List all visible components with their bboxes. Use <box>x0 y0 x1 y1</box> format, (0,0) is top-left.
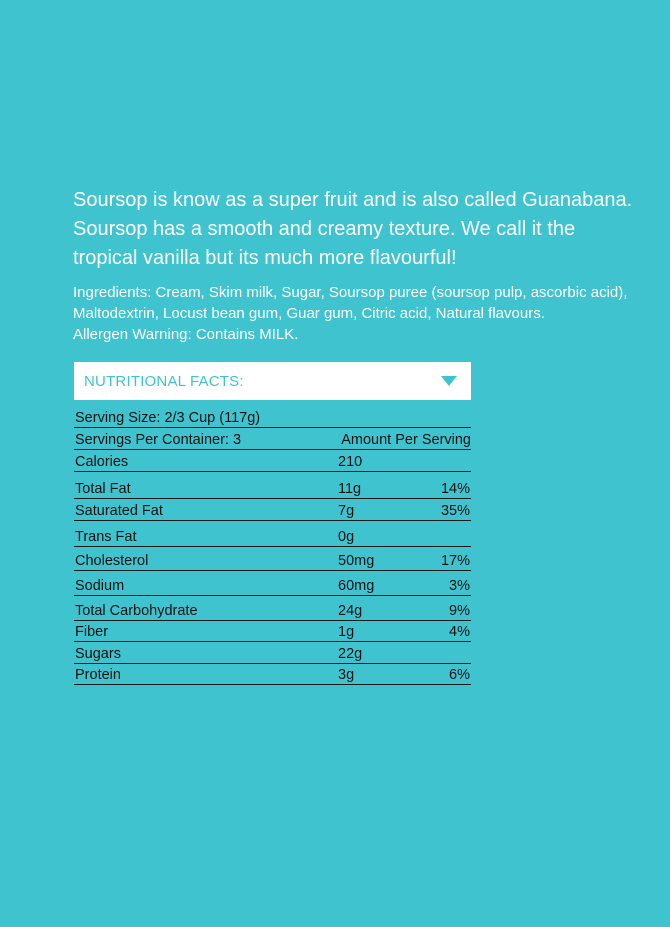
table-row <box>74 571 471 596</box>
nutrient-amount: 7g <box>338 503 355 519</box>
nutrient-percent: 17% <box>440 553 470 569</box>
table-row <box>74 450 471 472</box>
triangle-down-icon[interactable] <box>441 376 457 386</box>
nutrient-percent: 35% <box>440 503 470 519</box>
product-description: Soursop is know as a super fruit and is also called Guanabana. Soursop has a smooth and creamy texture. We call it the tropical vanilla but its much more flavourful! <box>73 189 633 269</box>
nutrient-percent: 3% <box>449 578 470 594</box>
table-row <box>74 499 471 521</box>
nutrient-percent: 6% <box>449 667 470 683</box>
amount-per-serving: Amount Per Serving <box>341 432 471 448</box>
nutrient-amount: 3g <box>338 667 355 683</box>
nutrient-percent: 4% <box>449 624 470 640</box>
table-row <box>74 521 471 547</box>
nutrient-name: Cholesterol <box>75 553 149 569</box>
allergen-warning: Allergen Warning: Contains MILK. <box>73 326 299 343</box>
table-row <box>74 621 471 642</box>
nutrient-name: Saturated Fat <box>75 503 163 519</box>
nutrient-amount: 22g <box>338 646 363 662</box>
nutrient-name: Sodium <box>75 578 125 594</box>
table-row <box>74 642 471 664</box>
nutrient-name: Trans Fat <box>75 529 137 545</box>
nutrient-amount: 11g <box>338 481 362 497</box>
serving-size: Serving Size: 2/3 Cup (117g) <box>75 410 261 426</box>
nutritional-facts-toggle[interactable] <box>74 362 471 400</box>
table-row <box>74 664 471 685</box>
nutritional-facts-label: NUTRITIONAL FACTS: <box>84 372 244 390</box>
nutrient-name: Calories <box>75 454 129 470</box>
nutrient-amount: 0g <box>338 529 355 545</box>
nutrient-percent: 9% <box>449 603 470 619</box>
nutrient-amount: 210 <box>338 454 363 470</box>
nutrient-amount: 24g <box>338 603 363 619</box>
ingredients-text: Ingredients: Cream, Skim milk, Sugar, Soursop puree (soursop pulp, ascorbic acid), Maltodextrin, Locust bean gum, Guar gum, Citric acid, Natural flavours. <box>73 284 628 322</box>
table-row <box>74 472 471 499</box>
servings-row <box>74 428 471 450</box>
nutrient-amount: 60mg <box>338 578 375 594</box>
table-row <box>74 547 471 571</box>
nutrient-amount: 1g <box>338 624 355 640</box>
nutrition-table <box>74 408 471 685</box>
nutrient-name: Total Carbohydrate <box>75 603 198 619</box>
servings-per-container: Servings Per Container: 3 <box>75 432 242 448</box>
nutrient-name: Fiber <box>75 624 109 640</box>
serving-size-row <box>74 408 471 428</box>
nutrient-amount: 50mg <box>338 553 375 569</box>
nutrient-name: Sugars <box>75 646 121 662</box>
nutrient-name: Total Fat <box>75 481 131 497</box>
ingredients-block <box>73 282 633 345</box>
nutrient-percent: 14% <box>440 481 470 497</box>
nutrient-name: Protein <box>75 667 121 683</box>
table-row <box>74 596 471 621</box>
